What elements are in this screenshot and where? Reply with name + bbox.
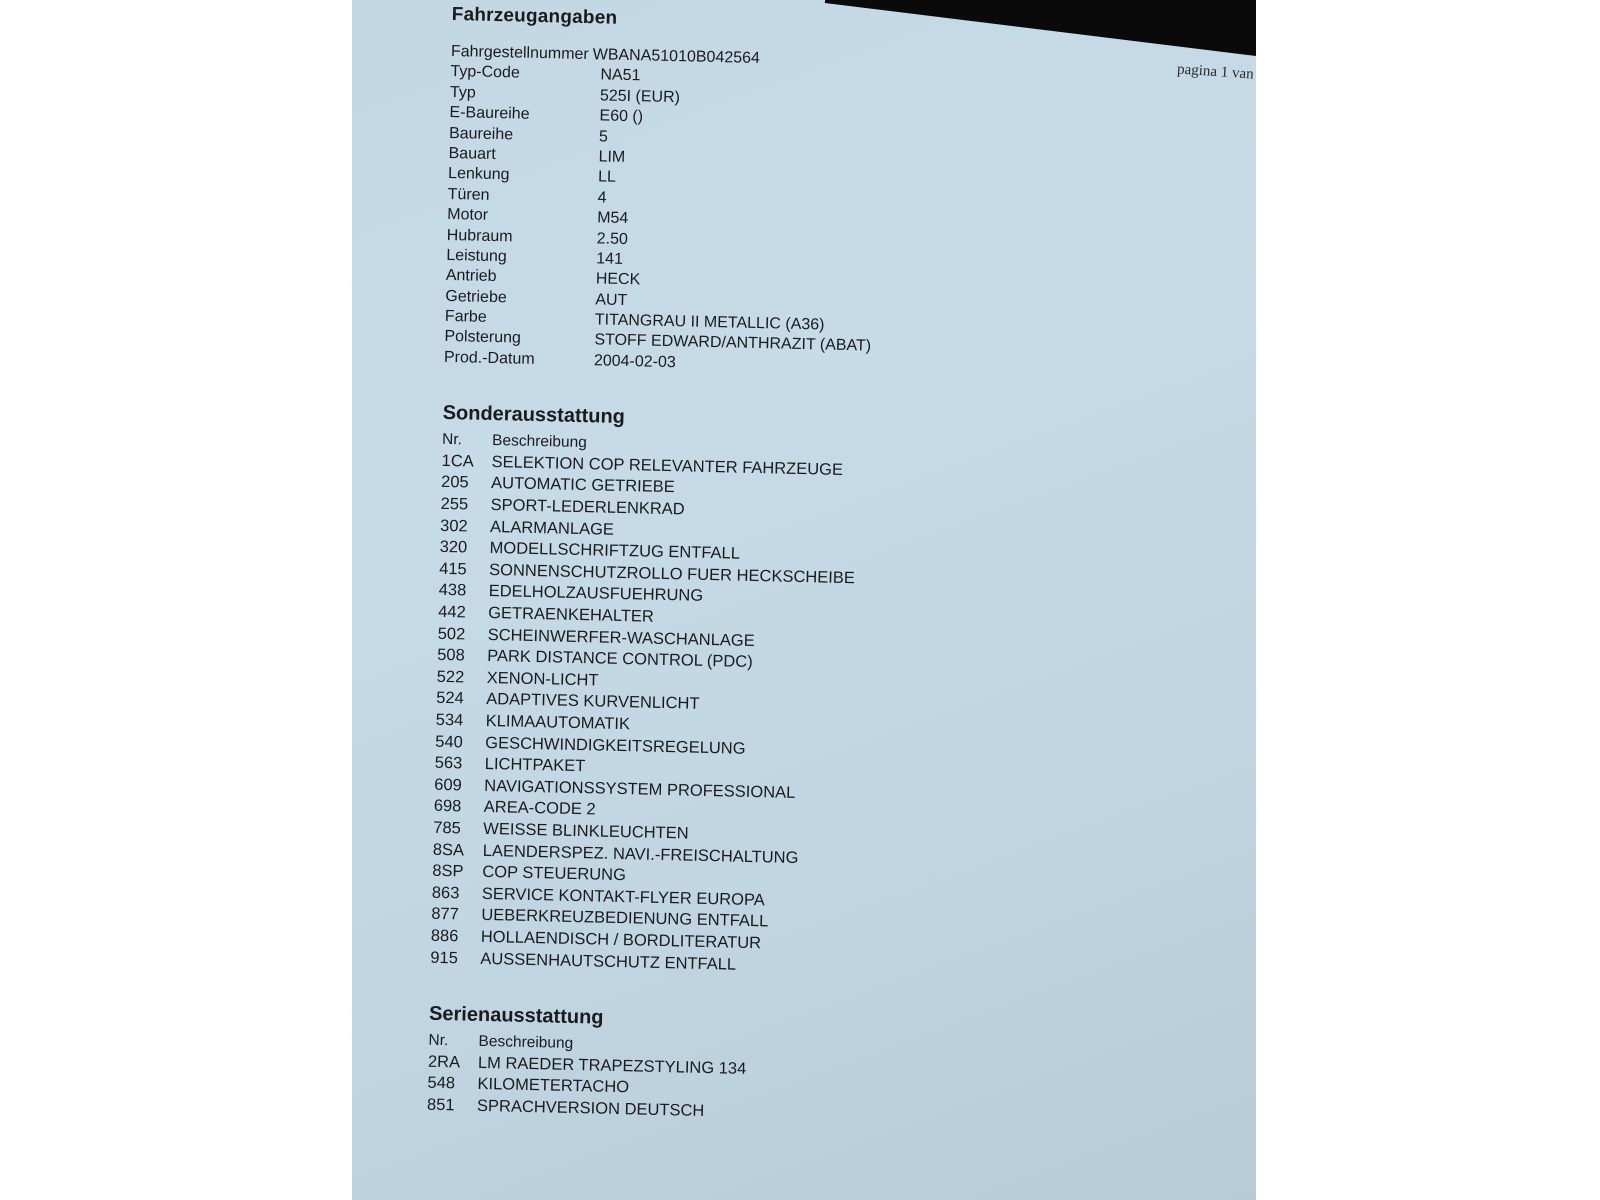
item-desc: AREA-CODE 2 (483, 798, 596, 819)
spec-value: LL (597, 168, 617, 187)
sonderausstattung-list (430, 429, 1202, 986)
item-nr: 302 (439, 516, 468, 536)
item-nr: 320 (439, 538, 468, 557)
spec-value: M54 (596, 209, 629, 228)
serienausstattung-title: Serienausstattung (428, 1002, 604, 1029)
spec-label: Baureihe (448, 124, 514, 143)
spec-label: Antrieb (445, 267, 497, 286)
item-nr: 548 (427, 1074, 456, 1093)
spec-label: Fahrgestellnummer (450, 42, 589, 64)
spec-value: AUT (595, 291, 628, 309)
item-nr: 522 (436, 667, 465, 687)
item-desc: ADAPTIVES KURVENLICHT (486, 690, 700, 714)
spec-label: Hubraum (446, 226, 513, 245)
item-desc: SPORT-LEDERLENKRAD (490, 496, 685, 519)
item-nr: 886 (430, 926, 459, 946)
item-desc: GETRAENKEHALTER (487, 603, 655, 626)
item-nr: 540 (435, 732, 463, 751)
spec-value: 4 (597, 189, 607, 207)
item-desc: SELEKTION COP RELEVANTER FAHRZEUGE (491, 452, 844, 479)
spec-label: Bauart (448, 144, 496, 163)
spec-value: 2004-02-03 (593, 352, 676, 372)
spec-label: Polsterung (444, 328, 522, 348)
item-nr: 915 (430, 948, 459, 967)
spec-value: LIM (598, 148, 626, 166)
item-nr: 442 (438, 602, 466, 622)
spec-label: Leistung (446, 246, 507, 266)
item-desc: PARK DISTANCE CONTROL (PDC) (487, 647, 753, 672)
item-desc: MODELLSCHRIFTZUG ENTFALL (489, 539, 741, 563)
header-desc: Beschreibung (478, 1032, 574, 1053)
item-desc: LICHTPAKET (484, 755, 586, 776)
item-nr: 534 (435, 710, 464, 730)
item-nr: 255 (440, 494, 469, 514)
item-desc: WEISSE BLINKLEUCHTEN (483, 819, 689, 843)
item-nr: 1CA (441, 451, 474, 471)
document-body (427, 4, 1212, 1133)
item-nr: 609 (434, 775, 463, 795)
item-desc: AUTOMATIC GETRIEBE (490, 474, 675, 497)
item-desc: ALARMANLAGE (489, 517, 615, 539)
item-nr: 502 (437, 624, 466, 644)
item-nr: 205 (440, 473, 469, 492)
spec-value: HECK (595, 270, 641, 289)
item-nr: 2RA (427, 1052, 461, 1072)
spec-value: 141 (596, 250, 624, 268)
header-desc: Beschreibung (491, 432, 588, 452)
item-nr: 877 (431, 905, 460, 924)
item-nr: 851 (426, 1095, 455, 1115)
item-nr: 698 (433, 797, 462, 816)
spec-label: Getriebe (445, 287, 507, 307)
vehicle-specs (444, 42, 1211, 385)
item-nr: 563 (434, 753, 463, 773)
item-nr: 524 (436, 689, 464, 708)
item-desc: SONNENSCHUTZROLLO FUER HECKSCHEIBE (488, 560, 856, 588)
page-indicator: pagina 1 van (1176, 61, 1255, 83)
item-nr: 508 (437, 646, 465, 665)
vehicle-title: Fahrzeugangaben (451, 4, 618, 29)
item-desc: EDELHOLZAUSFUEHRUNG (488, 582, 704, 606)
item-nr: 863 (431, 883, 460, 903)
spec-value: STOFF EDWARD/ANTHRAZIT (ABAT) (594, 331, 872, 356)
item-desc: GESCHWINDIGKEITSREGELUNG (485, 733, 746, 758)
item-desc: NAVIGATIONSSYSTEM PROFESSIONAL (484, 776, 796, 802)
spec-label: Farbe (444, 307, 487, 326)
item-desc: AUSSENHAUTSCHUTZ ENTFALL (480, 949, 737, 974)
spec-label: Motor (447, 206, 489, 224)
item-desc: KLIMAAUTOMATIK (485, 711, 631, 734)
spec-label: Lenkung (447, 165, 510, 184)
spec-value: 5 (598, 127, 609, 146)
serienausstattung-list (427, 1030, 1189, 1134)
paper-sheet (352, 0, 1256, 1200)
spec-value: WBANA51010B042564 (592, 46, 761, 67)
item-desc: LAENDERSPEZ. NAVI.-FREISCHALTUNG (482, 841, 799, 867)
item-nr: 415 (438, 559, 467, 579)
item-nr: 438 (438, 581, 467, 600)
spec-label: Typ-Code (450, 63, 521, 82)
spec-value: E60 () (599, 107, 644, 126)
spec-label: Typ (449, 83, 476, 102)
item-desc: KILOMETERTACHO (477, 1075, 630, 1097)
item-desc: SPRACHVERSION DEUTSCH (476, 1096, 705, 1120)
item-nr: 8SP (432, 861, 464, 881)
spec-value: NA51 (600, 66, 641, 85)
item-desc: XENON-LICHT (486, 668, 599, 690)
spec-value: 2.50 (596, 229, 629, 248)
spec-label: Prod.-Datum (443, 348, 535, 368)
item-desc: SERVICE KONTAKT-FLYER EUROPA (481, 884, 765, 910)
spec-value: 525I (EUR) (599, 87, 681, 106)
item-desc: UEBERKREUZBEDIENUNG ENTFALL (481, 906, 769, 931)
sonderausstattung-title: Sonderausstattung (442, 402, 626, 429)
spec-value: TITANGRAU II METALLIC (A36) (594, 311, 825, 334)
header-nr: Nr. (441, 431, 463, 449)
item-nr: 8SA (432, 840, 465, 860)
header-nr: Nr. (428, 1031, 449, 1050)
spec-label: E-Baureihe (449, 104, 530, 123)
item-desc: SCHEINWERFER-WASCHANLAGE (487, 625, 755, 650)
item-desc: COP STEUERUNG (482, 863, 627, 885)
spec-label: Türen (447, 185, 490, 204)
item-nr: 785 (433, 818, 462, 838)
item-desc: LM RAEDER TRAPEZSTYLING 134 (477, 1053, 747, 1078)
item-desc: HOLLAENDISCH / BORDLITERATUR (480, 927, 762, 953)
